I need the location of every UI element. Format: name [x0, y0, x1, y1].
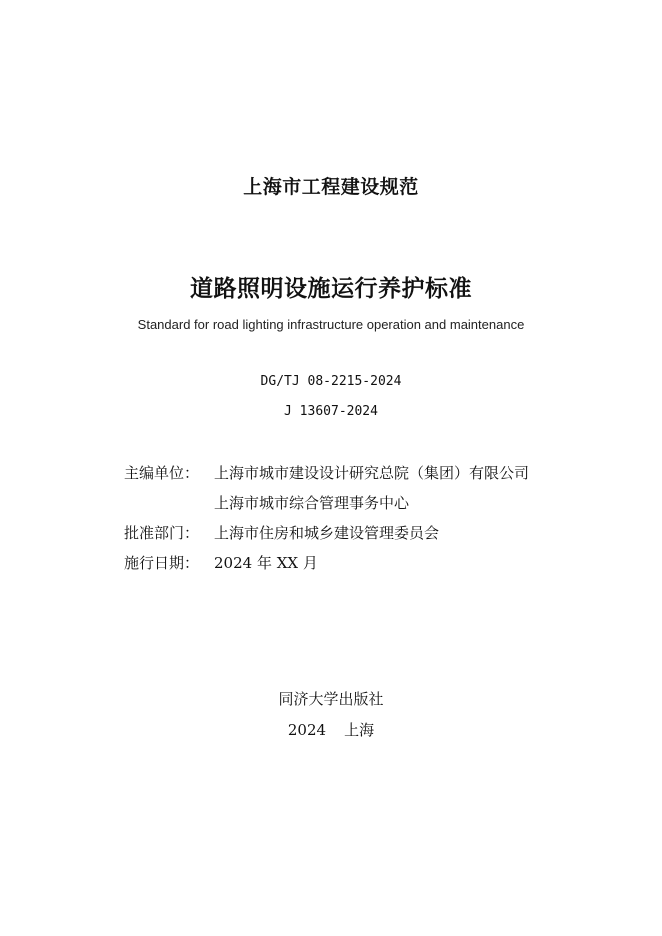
effective-label: 施行日期：	[124, 554, 200, 572]
series-title: 上海市工程建设规范	[243, 176, 419, 198]
english-title: Standard for road lighting infrastructure operation and maintenance	[137, 317, 525, 332]
approver-label: 批准部门：	[124, 524, 200, 542]
publication-year: 2024	[287, 721, 327, 739]
approver-value: 上海市住房和城乡建设管理委员会	[214, 524, 440, 542]
editor-row	[124, 458, 529, 488]
editor-unit-1: 上海市城市建设设计研究总院（集团）有限公司	[214, 464, 530, 482]
publisher: 同济大学出版社	[278, 690, 384, 708]
publication-city: 上海	[344, 721, 375, 739]
editor-label-spacer	[124, 488, 214, 518]
editor-label: 主编单位：	[124, 464, 200, 482]
info-block	[124, 458, 529, 578]
approver-row	[124, 518, 529, 548]
effective-date: 2024 年 XX 月	[214, 554, 318, 572]
editor-unit-2: 上海市城市综合管理事务中心	[214, 494, 410, 512]
standard-title: 道路照明设施运行养护标准	[190, 276, 472, 302]
record-number: J 13607-2024	[284, 404, 378, 419]
standard-number: DG/TJ 08-2215-2024	[260, 374, 402, 389]
effective-row	[124, 548, 529, 578]
editor-row-2	[124, 488, 529, 518]
publication-line	[0, 719, 662, 740]
